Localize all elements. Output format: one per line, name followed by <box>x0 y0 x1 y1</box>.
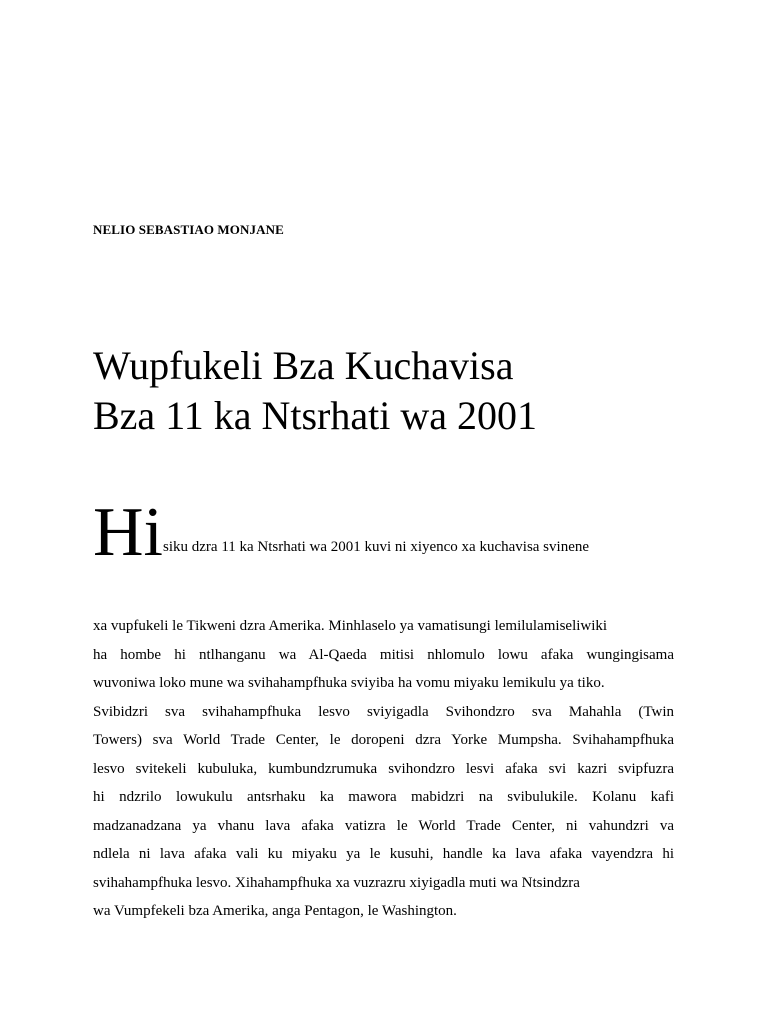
body-line: ha hombe hi ntlhanganu wa Al-Qaeda mitisi nhlomulo lowu afaka wungingisama <box>93 646 674 663</box>
opening-line-text: siku dzra 11 ka Ntsrhati wa 2001 kuvi ni xiyenco xa kuchavisa svinene <box>163 539 590 555</box>
body-line: Towers) sva World Trade Center, le doropeni dzra Yorke Mumpsha. Svihahampfhuka <box>93 732 674 748</box>
body-line: ndlela ni lava afaka vali ku miyaku ya le kusuhi, handle ka lava afaka vayendzra hi <box>93 846 674 862</box>
document-title <box>93 341 693 441</box>
drop-cap: Hi <box>93 494 163 571</box>
body-line: madzanadzana ya vhanu lava afaka vatizra le World Trade Center, ni vahundzri va <box>93 817 674 834</box>
body-line: svihahampfhuka lesvo. Xihahampfhuka xa vuzrazru xiyigadla muti wa Ntsindzra <box>93 874 580 891</box>
body-line: wa Vumpfekeli bza Amerika, anga Pentagon, le Washington. <box>93 903 457 919</box>
body-line: wuvoniwa loko mune wa svihahampfhuka sviyiba ha vomu miyaku lemikulu ya tiko. <box>93 675 605 691</box>
body-line: lesvo svitekeli kubuluka, kumbundzrumuka svihondzro lesvi afaka svi kazri svipfuzra <box>93 760 674 777</box>
body-line: xa vupfukeli le Tikweni dzra Amerika. Minhlaselo ya vamatisungi lemilulamiseliwiki <box>93 618 608 634</box>
title-line-1: Wupfukeli Bza Kuchavisa <box>93 343 514 388</box>
body-line: hi ndzrilo lowukulu antsrhaku ka mawora mabidzri na svibulukile. Kolanu kafi <box>93 789 674 805</box>
title-line-2: Bza 11 ka Ntsrhati wa 2001 <box>93 393 537 438</box>
body-line: Svibidzri sva svihahampfhuka lesvo sviyigadla Svihondzro sva Mahahla (Twin <box>93 703 674 720</box>
author-name: NELIO SEBASTIAO MONJANE <box>93 222 284 237</box>
opening-line <box>93 494 590 571</box>
body-paragraph <box>93 612 674 926</box>
